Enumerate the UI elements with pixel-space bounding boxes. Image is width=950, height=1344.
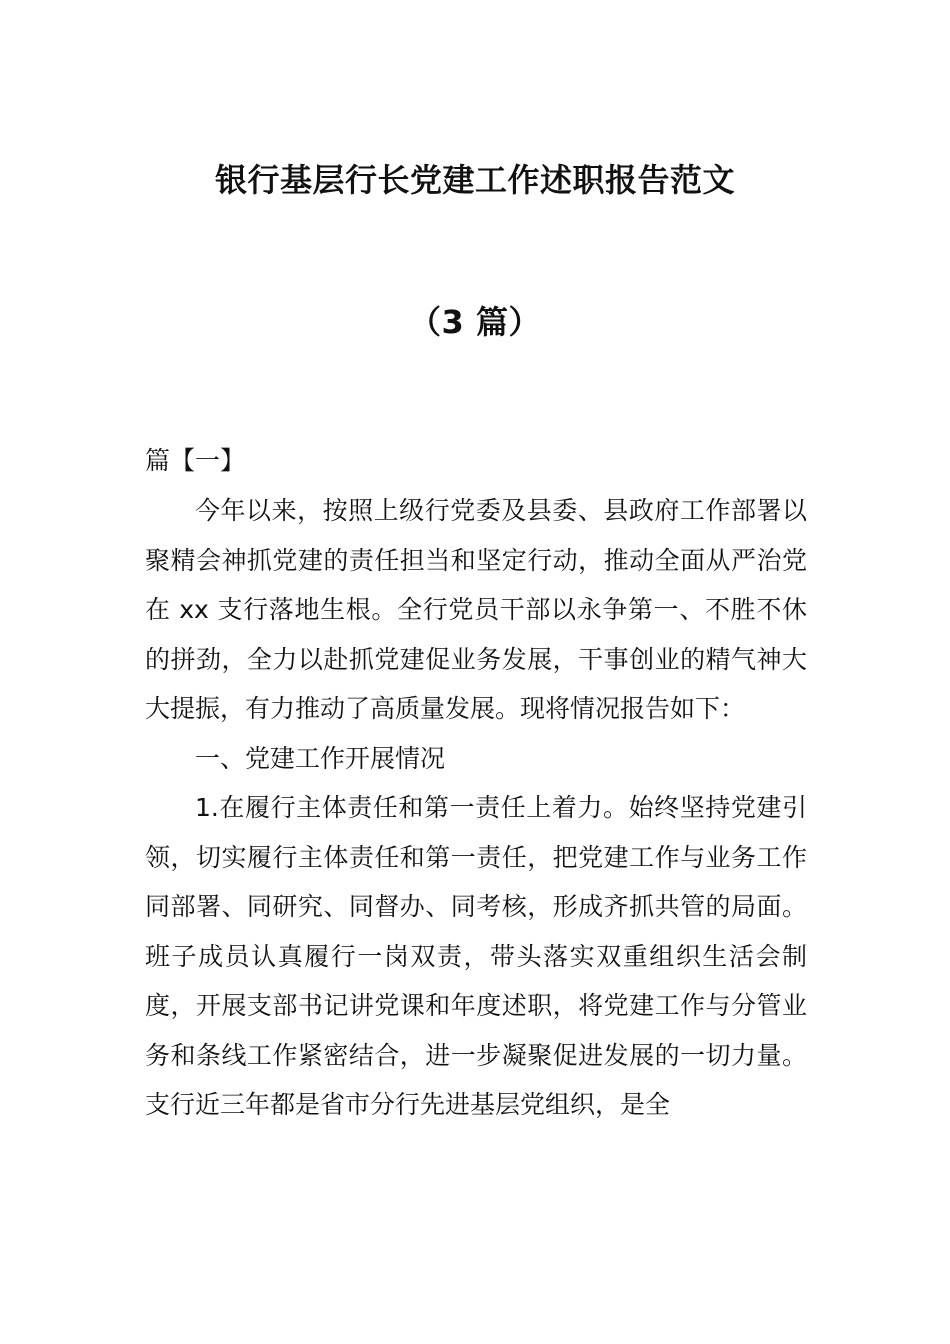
paragraph-intro: 今年以来，按照上级行党委及县委、县政府工作部署以聚精会神抓党建的责任担当和坚定行动，推动全面从严治党在 xx 支行落地生根。全行党员干部以永争第一、不胜不休的拼劲，全力以赴抓党建促业务发展，干事创业的精气神大大提振，有力推动了高质量发展。现将情况报告如下： [145,496,807,723]
paragraph-heading: 一、党建工作开展情况 [195,743,446,773]
paragraph-item-1: 1.在履行主体责任和第一责任上着力。始终坚持党建引领，切实履行主体责任和第一责任，把党建工作与业务工作同部署、同研究、同督办、同考核，形成齐抓共管的局面。班子成员认真履行一岗双责，带头落实双重组织生活会制度，开展支部书记讲党课和年度述职，将党建工作与分管业务和条线工作紧密结合，进一步凝聚促进发展的一切力量。支行近三年都是省市分行先进基层党组织，是全 [145,793,807,1119]
document-subtitle: （3 篇） [409,303,541,341]
document-title: 银行基层行长党建工作述职报告范文 [214,161,735,199]
document-body [145,486,807,1130]
section-label: 篇【一】 [145,446,246,475]
